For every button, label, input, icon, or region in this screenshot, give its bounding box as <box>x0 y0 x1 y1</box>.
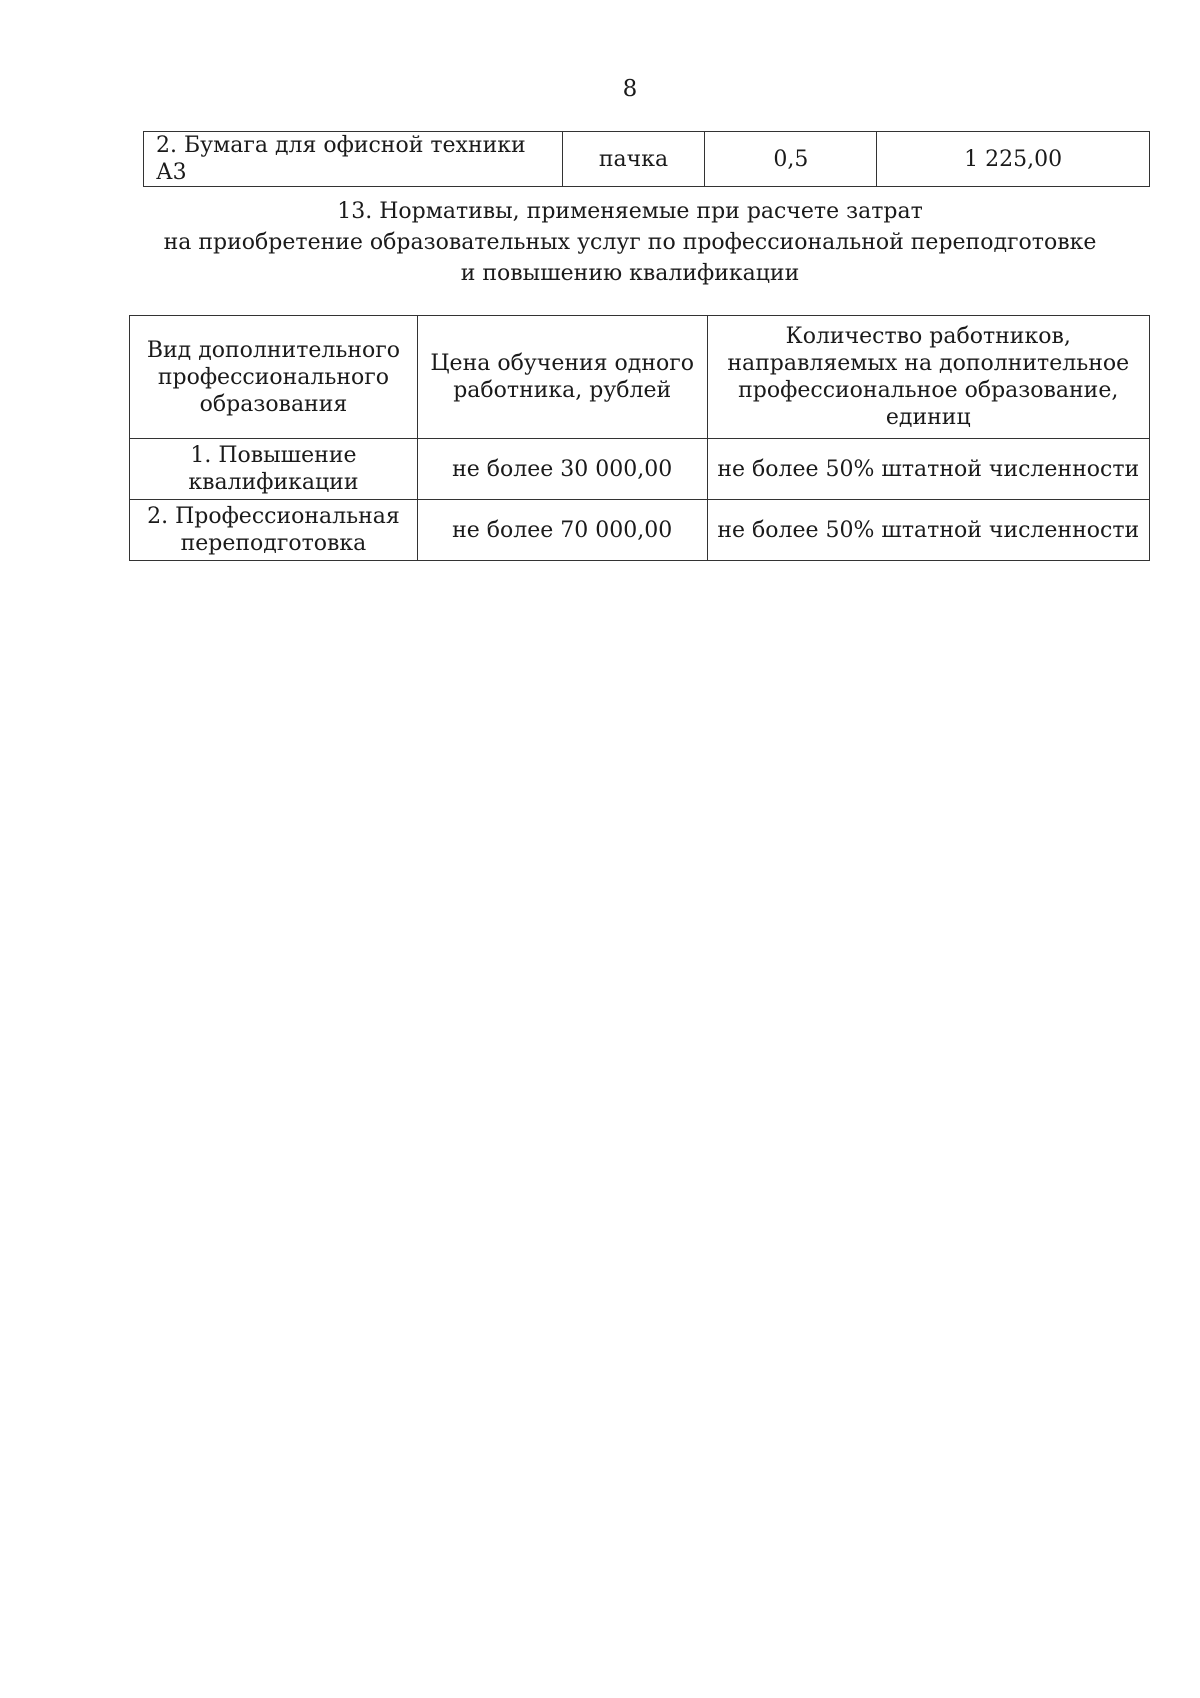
training-norms-table <box>129 315 1150 561</box>
cell-line: 2. Профессиональная <box>147 504 400 529</box>
header-line: Вид дополнительного <box>146 337 401 363</box>
header-line: профессионального <box>157 364 390 390</box>
quantity-cell: 0,5 <box>705 132 877 187</box>
header-line: единиц <box>885 405 971 430</box>
table-row <box>130 500 1150 561</box>
employee-count-cell: не более 50% штатной численности <box>707 500 1149 561</box>
section-title-line: и повышению квалификации <box>460 261 800 286</box>
header-line: образования <box>199 391 348 417</box>
price-cell: не более 70 000,00 <box>417 500 707 561</box>
price-cell: 1 225,00 <box>877 132 1150 187</box>
header-line: работника, рублей <box>453 378 672 403</box>
education-type-cell <box>130 500 418 561</box>
page-number: 8 <box>622 76 638 102</box>
item-name-cell: 2. Бумага для офисной техники А3 <box>144 132 563 187</box>
supplies-table-fragment <box>143 131 1150 187</box>
employee-count-cell: не более 50% штатной численности <box>707 439 1149 500</box>
header-line: Цена обучения одного <box>430 351 695 376</box>
table-row <box>130 439 1150 500</box>
header-price <box>417 316 707 439</box>
section-title-line: на приобретение образовательных услуг по профессиональной переподготовке <box>163 230 1097 255</box>
header-employee-count <box>707 316 1149 439</box>
price-cell: не более 30 000,00 <box>417 439 707 500</box>
cell-line: 1. Повышение <box>190 443 357 468</box>
header-line: Количество работников, <box>785 324 1071 349</box>
header-education-type <box>130 316 418 439</box>
section-title <box>130 196 1130 289</box>
header-line: профессиональное образование, <box>738 378 1119 403</box>
cell-line: переподготовка <box>180 531 367 556</box>
header-line: направляемых на дополнительное <box>727 351 1130 376</box>
cell-line: квалификации <box>188 470 359 495</box>
header-row <box>130 316 1150 439</box>
table-row <box>144 132 1150 187</box>
section-title-line: 13. Нормативы, применяемые при расчете затрат <box>337 199 923 224</box>
education-type-cell <box>130 439 418 500</box>
unit-cell: пачка <box>562 132 705 187</box>
